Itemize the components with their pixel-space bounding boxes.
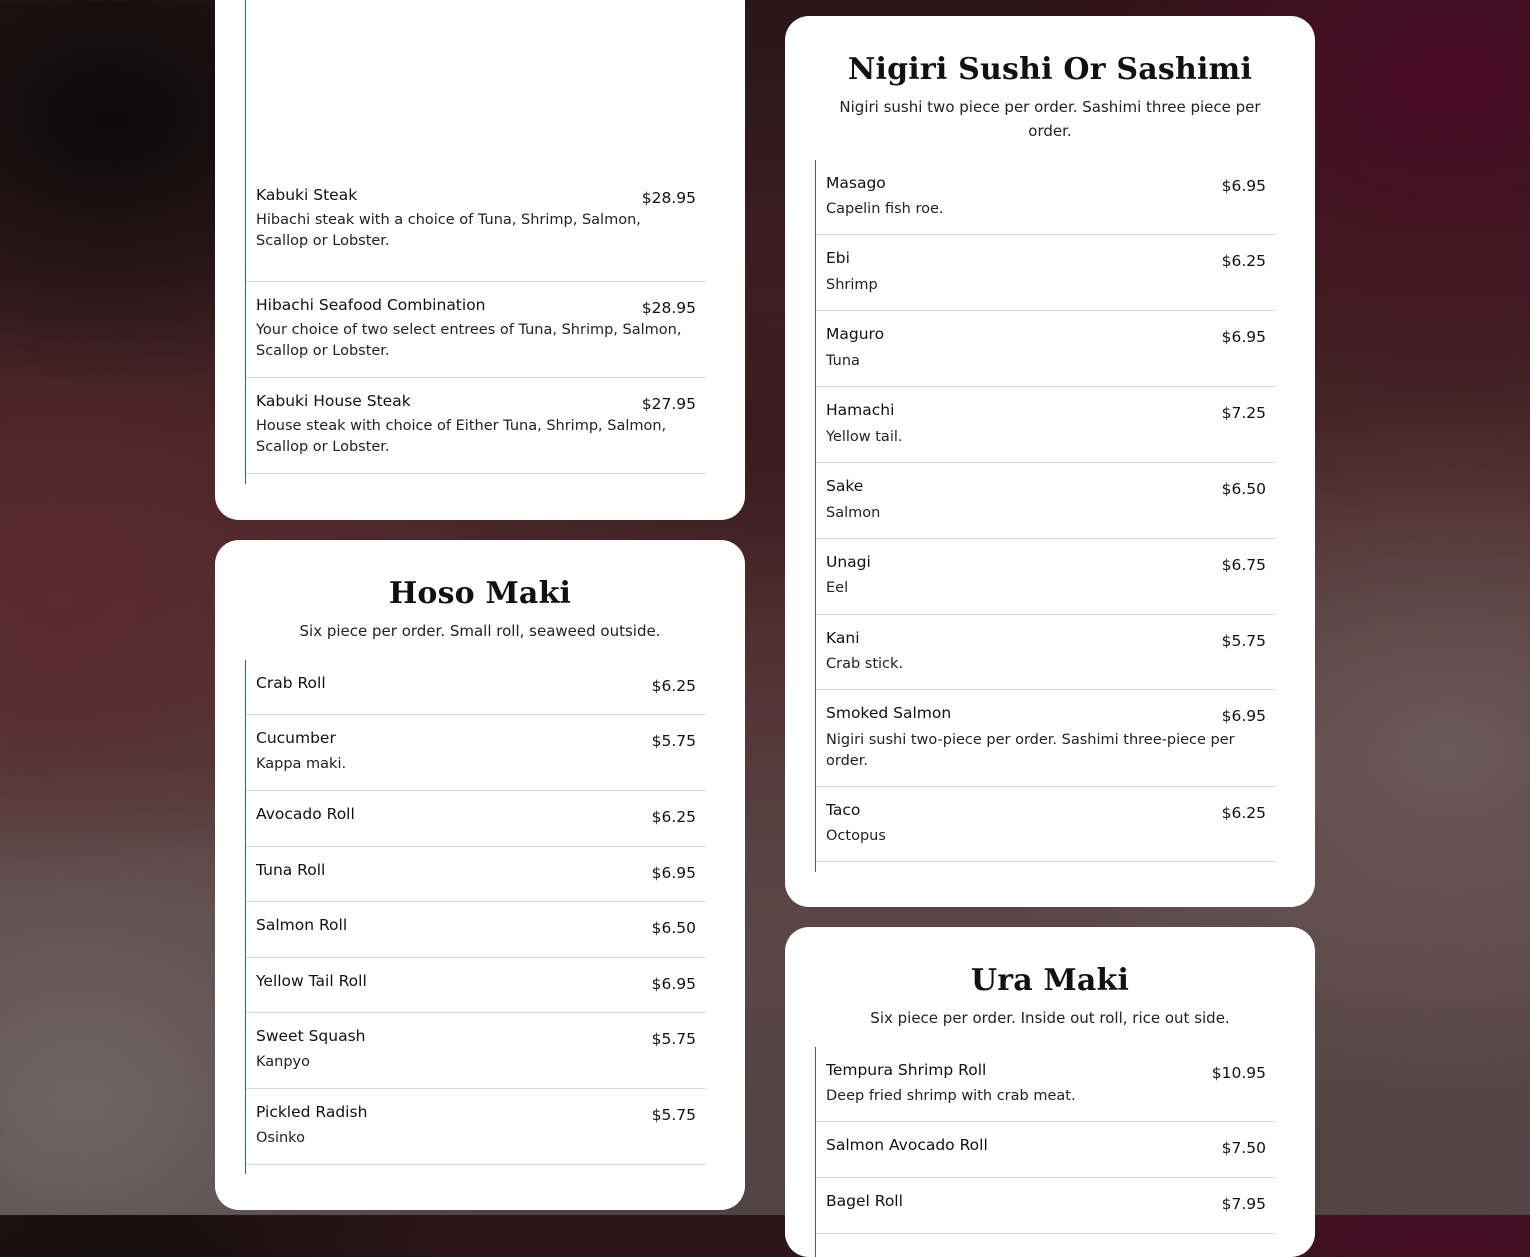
menu-item: [246, 184, 706, 282]
menu-item: [246, 791, 706, 847]
item-price: $7.25: [1221, 404, 1266, 422]
item-price: $6.95: [1221, 328, 1266, 346]
ura-maki-list: [815, 1047, 1276, 1257]
item-price: $6.95: [1221, 707, 1266, 725]
item-price: $6.95: [1221, 177, 1266, 195]
item-name: Avocado Roll: [256, 805, 355, 823]
item-price: $6.75: [1221, 556, 1266, 574]
section-title: Hoso Maki: [388, 576, 572, 611]
item-description: Tuna: [826, 353, 860, 369]
item-description: Salmon: [826, 505, 881, 521]
item-price: $6.25: [651, 808, 696, 826]
item-name: Hibachi Seafood Combination: [256, 296, 486, 314]
item-name: Kani: [826, 629, 860, 647]
nigiri-list: [815, 160, 1276, 872]
item-description: Eel: [826, 580, 849, 596]
item-price: $5.75: [651, 732, 696, 750]
item-description: Hibachi steak with a choice of Tuna, Shrimp, Salmon, Scallop or Lobster.: [256, 212, 641, 249]
entrees-card: [215, 0, 745, 520]
menu-item: [246, 282, 706, 378]
item-name: Yellow Tail Roll: [256, 972, 367, 990]
item-price: $6.95: [651, 975, 696, 993]
menu-item: [246, 1013, 706, 1089]
hoso-maki-card: [215, 540, 745, 1210]
menu-item: [816, 160, 1276, 235]
item-description: Osinko: [256, 1130, 305, 1146]
menu-item: [246, 902, 706, 958]
menu-item: [246, 958, 706, 1013]
item-name: Smoked Salmon: [826, 704, 952, 722]
item-name: Tuna Roll: [256, 861, 326, 879]
menu-item: [816, 463, 1276, 539]
menu-item: [816, 787, 1276, 862]
item-description: Crab stick.: [826, 656, 904, 672]
ura-maki-card: [785, 927, 1315, 1257]
menu-item: [246, 1089, 706, 1165]
item-description: Kappa maki.: [256, 756, 347, 772]
hoso-maki-list: [245, 660, 706, 1174]
item-name: Bagel Roll: [826, 1192, 903, 1210]
item-price: $5.75: [651, 1106, 696, 1124]
item-description: Yellow tail.: [826, 429, 903, 445]
menu-item: [246, 715, 706, 791]
item-name: Kabuki Steak: [256, 186, 358, 204]
item-price: $6.50: [1221, 480, 1266, 498]
item-name: Taco: [826, 801, 861, 819]
menu-item: [816, 1178, 1276, 1234]
section-subtitle: Nigiri sushi two piece per order. Sashimi three piece per order.: [839, 98, 1261, 140]
item-name: Sweet Squash: [256, 1027, 366, 1045]
item-description: Your choice of two select entrees of Tuna, Shrimp, Salmon, Scallop or Lobster.: [256, 322, 682, 359]
item-description: Nigiri sushi two-piece per order. Sashimi three-piece per order.: [826, 732, 1235, 769]
item-description: Capelin fish roe.: [826, 201, 944, 217]
entrees-list: [245, 0, 706, 484]
nigiri-card: [785, 16, 1315, 907]
section-subtitle: Six piece per order. Inside out roll, rice out side.: [870, 1009, 1230, 1027]
item-name: Pickled Radish: [256, 1103, 368, 1121]
section-title: Nigiri Sushi Or Sashimi: [847, 52, 1253, 87]
item-name: Tempura Shrimp Roll: [826, 1061, 987, 1079]
item-price: $6.50: [651, 919, 696, 937]
item-price: $7.95: [1221, 1195, 1266, 1213]
item-description: Shrimp: [826, 277, 878, 293]
item-price: $6.95: [651, 864, 696, 882]
menu-item: [816, 235, 1276, 311]
item-name: Ebi: [826, 249, 850, 267]
item-description: Octopus: [826, 828, 886, 844]
item-price: $7.50: [1221, 1139, 1266, 1157]
section-title: Ura Maki: [970, 963, 1130, 998]
menu-item: [816, 387, 1276, 463]
menu-item: [816, 615, 1276, 690]
item-description: House steak with choice of Either Tuna, Shrimp, Salmon, Scallop or Lobster.: [256, 418, 667, 455]
item-name: Masago: [826, 174, 886, 192]
item-name: Cucumber: [256, 729, 336, 747]
item-name: Salmon Avocado Roll: [826, 1136, 988, 1154]
item-price: $5.75: [1221, 632, 1266, 650]
menu-item: [246, 660, 706, 715]
item-name: Hamachi: [826, 401, 895, 419]
item-price: $6.25: [651, 677, 696, 695]
item-description: Kanpyo: [256, 1054, 310, 1070]
item-name: Salmon Roll: [256, 916, 348, 934]
item-name: Maguro: [826, 325, 885, 343]
item-description: Deep fried shrimp with crab meat.: [826, 1088, 1076, 1104]
menu-item: [246, 847, 706, 902]
item-price: $27.95: [641, 395, 696, 413]
menu-item: [246, 378, 706, 474]
item-name: Sake: [826, 477, 864, 495]
item-price: $28.95: [641, 299, 696, 317]
menu-item: [816, 311, 1276, 387]
section-subtitle: Six piece per order. Small roll, seaweed outside.: [299, 622, 661, 640]
item-price: $10.95: [1211, 1064, 1266, 1082]
item-price: $6.25: [1221, 252, 1266, 270]
menu-item: [816, 1047, 1276, 1122]
item-price: $28.95: [641, 189, 696, 207]
item-name: Crab Roll: [256, 674, 326, 692]
item-price: $5.75: [651, 1030, 696, 1048]
item-price: $6.25: [1221, 804, 1266, 822]
menu-item: [816, 539, 1276, 615]
item-name: Kabuki House Steak: [256, 392, 411, 410]
menu-item: [816, 1122, 1276, 1178]
item-name: Unagi: [826, 553, 871, 571]
menu-item: [816, 690, 1276, 787]
